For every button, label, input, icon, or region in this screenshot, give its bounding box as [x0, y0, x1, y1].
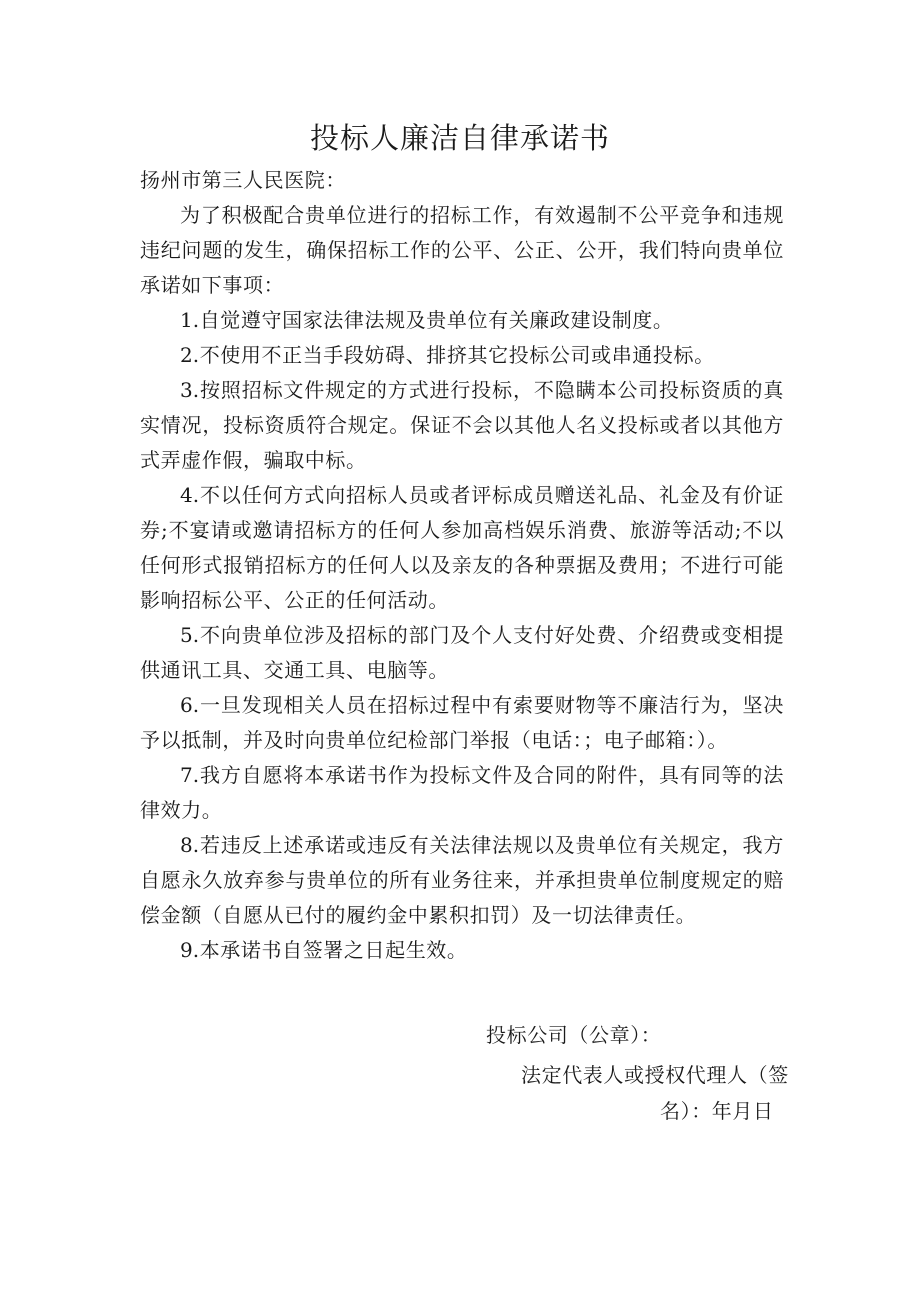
commitment-item-2	[140, 338, 784, 373]
intro-paragraph: 为了积极配合贵单位进行的招标工作，有效遏制不公平竞争和违规违纪问题的发生，确保招标工作的公平、公正、公开，我们特向贵单位承诺如下事项：	[140, 203, 784, 297]
item-text: .按照招标文件规定的方式进行投标，不隐瞒本公司投标资质的真实情况，投标资质符合规定。保证不会以其他人名义投标或者以其他方式弄虚作假，骗取中标。	[140, 378, 784, 472]
item-number: 5	[180, 623, 193, 647]
item-text: .不使用不正当手段妨碍、排挤其它投标公司或串通投标。	[192, 343, 715, 367]
item-number: 9	[180, 938, 193, 962]
commitment-item-9	[140, 933, 784, 968]
commitment-item-3	[140, 373, 784, 478]
salutation: 扬州市第三人民医院：	[140, 168, 346, 192]
commitment-item-4	[140, 478, 784, 618]
item-number: 8	[180, 833, 193, 857]
item-text: .自觉遵守国家法律法规及贵单位有关廉政建设制度。	[192, 308, 674, 332]
commitment-item-8	[140, 828, 784, 933]
commitment-item-6	[140, 688, 784, 758]
item-text: .我方自愿将本承诺书作为投标文件及合同的附件，具有同等的法律效力。	[140, 763, 784, 822]
item-number: 6	[180, 693, 193, 717]
item-text: .不向贵单位涉及招标的部门及个人支付好处费、介绍费或变相提供通讯工具、交通工具、电脑等。	[140, 623, 784, 682]
commitment-item-5	[140, 618, 784, 688]
item-number: 1	[180, 308, 193, 332]
document-title: 投标人廉洁自律承诺书	[309, 121, 610, 155]
signature-date-line: 名）：年月日	[660, 1099, 774, 1123]
item-number: 2	[180, 343, 193, 367]
item-text: .一旦发现相关人员在招标过程中有索要财物等不廉洁行为，坚决予以抵制，并及时向贵单位纪检部门举报（电话：；电子邮箱：）。	[140, 693, 784, 752]
item-number: 7	[180, 763, 193, 787]
signature-representative: 法定代表人或授权代理人（签	[521, 1063, 789, 1087]
item-number: 4	[180, 483, 193, 507]
item-text: .若违反上述承诺或违反有关法律法规以及贵单位有关规定，我方自愿永久放弃参与贵单位的所有业务往来，并承担贵单位制度规定的赔偿金额（自愿从已付的履约金中累积扣罚）及一切法律责任。	[140, 833, 784, 927]
item-text: .不以任何方式向招标人员或者评标成员赠送礼品、礼金及有价证券;不宴请或邀请招标方的任何人参加高档娱乐消费、旅游等活动;不以任何形式报销招标方的任何人以及亲友的各种票据及费用；不进行可能影响招标公平、公正的任何活动。	[140, 483, 784, 612]
document-body	[140, 163, 784, 968]
item-number: 3	[180, 378, 193, 402]
commitment-item-1	[140, 303, 784, 338]
signature-company: 投标公司（公章）：	[486, 1023, 662, 1047]
commitment-item-7	[140, 758, 784, 828]
item-text: .本承诺书自签署之日起生效。	[192, 938, 468, 962]
